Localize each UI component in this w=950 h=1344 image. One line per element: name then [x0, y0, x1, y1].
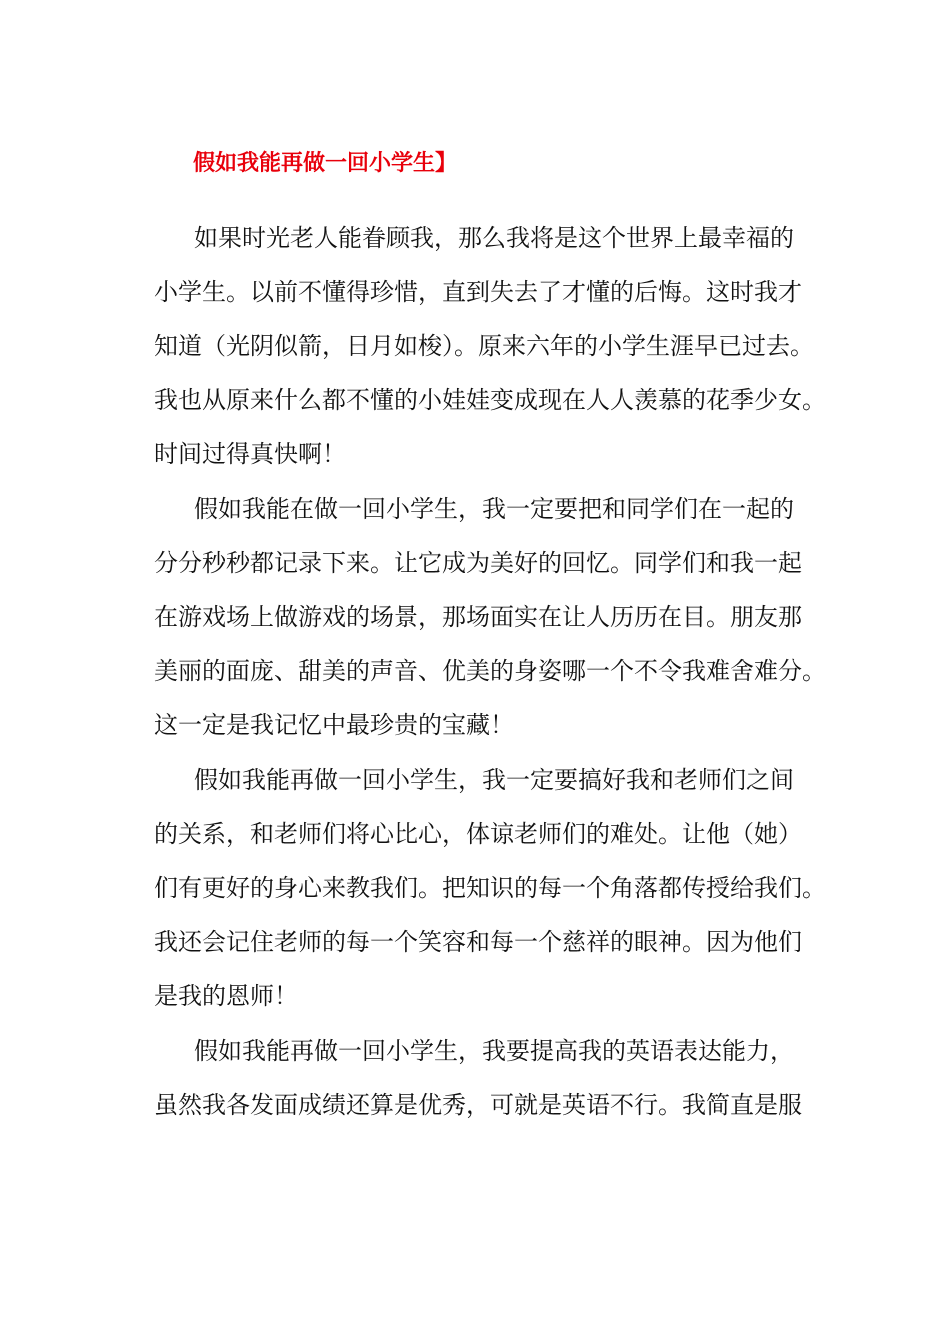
paragraph-line: 在游戏场上做游戏的场景，那场面实在让人历历在目。朋友那: [154, 603, 802, 631]
paragraph-line: 虽然我各发面成绩还算是优秀，可就是英语不行。我简直是服: [154, 1091, 802, 1119]
paragraph-line: 时间过得真快啊！: [154, 440, 346, 468]
paragraph-line: 美丽的面庞、甜美的声音、优美的身姿哪一个不令我难舍难分。: [154, 657, 826, 685]
paragraph-line: 假如我能再做一回小学生，我要提高我的英语表达能力，: [194, 1037, 794, 1065]
paragraph-line: 们有更好的身心来教我们。把知识的每一个角落都传授给我们。: [154, 874, 826, 902]
paragraph-line: 知道（光阴似箭，日月如梭）。原来六年的小学生涯早已过去。: [154, 332, 814, 360]
paragraph-line: 我也从原来什么都不懂的小娃娃变成现在人人羡慕的花季少女。: [154, 386, 826, 414]
paragraph-line: 分分秒秒都记录下来。让它成为美好的回忆。同学们和我一起: [154, 549, 802, 577]
paragraph-4: [154, 1024, 814, 1132]
paragraph-line: 的关系，和老师们将心比心，体谅老师们的难处。让他（她）: [154, 820, 802, 848]
paragraph-3: [154, 753, 826, 1023]
paragraph-line: 小学生。以前不懂得珍惜，直到失去了才懂的后悔。这时我才: [154, 278, 802, 306]
paragraph-line: 如果时光老人能眷顾我，那么我将是这个世界上最幸福的: [194, 224, 794, 252]
paragraph-line: 假如我能再做一回小学生，我一定要搞好我和老师们之间: [194, 766, 794, 794]
paragraph-line: 这一定是我记忆中最珍贵的宝藏！: [154, 711, 514, 739]
paragraph-1: [154, 211, 826, 481]
paragraph-line: 我还会记住老师的每一个笑容和每一个慈祥的眼神。因为他们: [154, 928, 802, 956]
document-title: 假如我能再做一回小学生】: [193, 151, 458, 176]
paragraph-line: 是我的恩师！: [154, 982, 298, 1010]
paragraph-line: 假如我能在做一回小学生，我一定要把和同学们在一起的: [194, 495, 794, 523]
paragraph-2: [154, 482, 826, 752]
